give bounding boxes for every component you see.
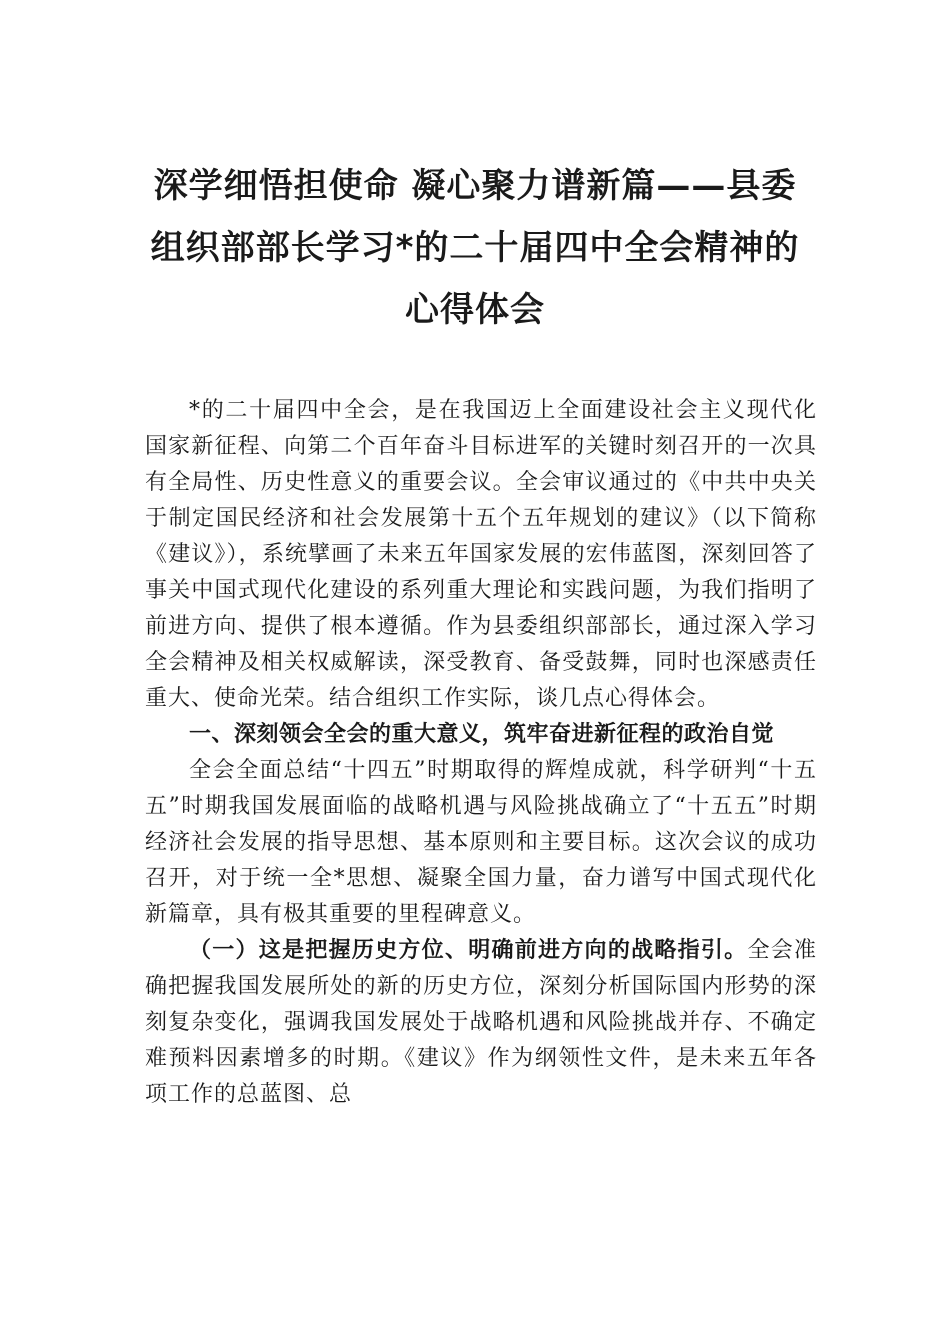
section-heading-1: 一、深刻领会全会的重大意义，筑牢奋进新征程的政治自觉 — [189, 722, 775, 747]
section-1-paragraph: 全会全面总结“十四五”时期取得的辉煌成就，科学研判“十五五”时期我国发展面临的战略机遇与风险挑战确立了“十五五”时期经济社会发展的指导思想、基本原则和主要目标。这次会议的成功召开，对于统一全*思想、凝聚全国力量，奋力谱写中国式现代化新篇章，具有极其重要的里程碑意义。 — [145, 758, 817, 927]
intro-paragraph: *的二十届四中全会，是在我国迈上全面建设社会主义现代化国家新征程、向第二个百年奋斗目标进军的关键时刻召开的一次具有全局性、历史性意义的重要会议。全会审议通过的《中共中央关于制定国民经济和社会发展第十五个五年规划的建议》（以下简称《建议》），系统擘画了未来五年国家发展的宏伟蓝图，深刻回答了事关中国式现代化建设的系列重大理论和实践问题，为我们指明了前进方向、提供了根本遵循。作为县委组织部部长，通过深入学习全会精神及相关权威解读，深受教育、备受鼓舞，同时也深感责任重大、使命光荣。结合组织工作实际，谈几点心得体会。 — [145, 398, 817, 711]
document-title — [130, 155, 820, 341]
title-line-3: 心得体会 — [405, 290, 545, 330]
subsection-text: 全会准确把握我国发展所处的新的历史方位，深刻分析国际国内形势的深刻复杂变化，强调我国发展处于战略机遇和风险挑战并存、不确定难预料因素增多的时期。《建议》作为纲领性文件，是未来五年各项工作的总蓝图、总 — [145, 938, 817, 1107]
subsection-paragraph — [145, 933, 817, 1113]
title-line-1: 深学细悟担使命 凝心聚力谱新篇——县委 — [153, 166, 797, 206]
document-body — [145, 393, 817, 1113]
title-line-2: 组织部部长学习*的二十届四中全会精神的 — [150, 228, 800, 268]
subsection-heading-1: （一）这是把握历史方位、明确前进方向的战略指引。 — [189, 938, 748, 963]
